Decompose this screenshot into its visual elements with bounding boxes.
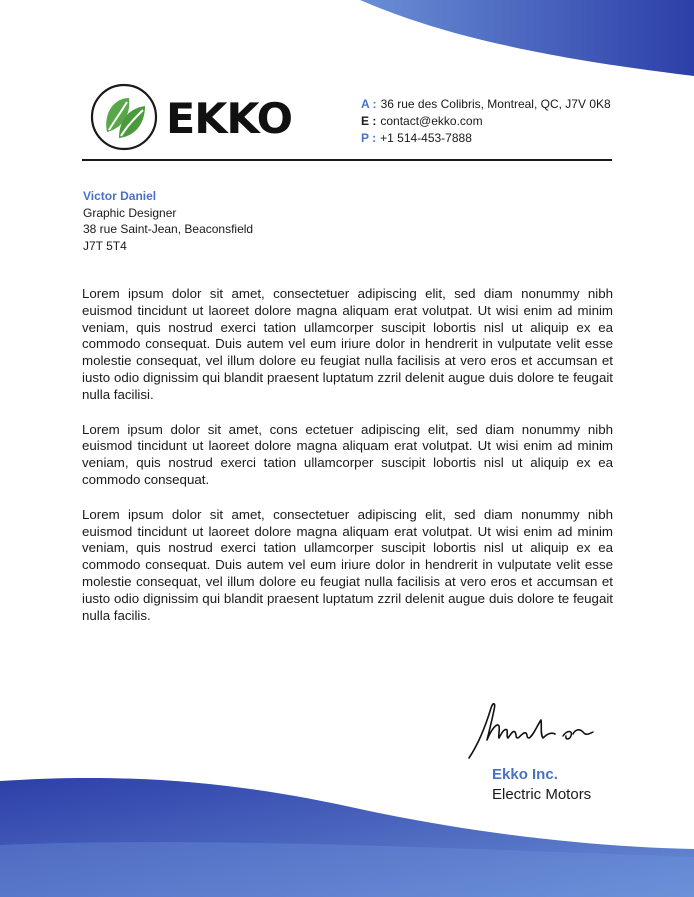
contact-phone-row <box>361 130 611 147</box>
body-paragraph-3: Lorem ipsum dolor sit amet, consectetuer adipiscing elit, sed diam nonummy nibh euismod tincidunt ut laoreet dolore magna aliquam erat volutpat. Ut wisi enim ad minim veniam, quis nostrud exerci tation ullamcorper suscipit lobortis nisl ut aliquip ex ea commodo consequat. Duis autem vel eum iriure dolor in hendrerit in vulputate velit esse molestie consequat, vel illum dolore eu feugiat nulla facilisis at vero eros et accumsan et iusto odio dignissim qui blandit praesent luptatum zzril delenit augue duis dolore te feugait nulla facilis. <box>82 506 613 623</box>
contact-block <box>361 96 611 147</box>
top-wave-decoration <box>0 0 694 80</box>
recipient-block <box>83 188 253 254</box>
recipient-title: Graphic Designer <box>83 205 177 220</box>
sender-department: Electric Motors <box>492 786 592 803</box>
recipient-street: 38 rue Saint-Jean, Beaconsfield <box>83 222 254 236</box>
header-divider <box>82 159 612 161</box>
address-value: 36 rue des Colibris, Montreal, QC, J7V 0K8 <box>380 97 611 111</box>
contact-email-row <box>361 113 611 130</box>
letter-body <box>82 286 613 642</box>
body-paragraph-1: Lorem ipsum dolor sit amet, consectetuer adipiscing elit, sed diam nonummy nibh euismod tincidunt ut laoreet dolore magna aliquam erat volutpat. Ut wisi enim ad minim veniam, quis nostrud exerci tation ullamcorper suscipit lobortis nisl ut aliquip ex ea commodo consequat. Duis autem vel eum iriure dolor in hendrerit in vulputate velit esse molestie consequat, vel illum dolore eu feugiat nulla facilisis at vero eros et accumsan et iusto odio dignissim qui blandit praesent luptatum zzril delenit augue duis dolore te feugait nulla facilisi. <box>82 286 613 402</box>
recipient-postal: J7T 5T4 <box>83 238 127 253</box>
phone-value: +1 514-453-7888 <box>380 131 472 145</box>
contact-address-row <box>361 96 611 113</box>
address-label: A : <box>361 97 377 111</box>
handwritten-signature-icon <box>465 698 600 762</box>
recipient-name: Victor Daniel <box>83 189 157 203</box>
phone-label: P : <box>361 131 377 145</box>
body-paragraph-2: Lorem ipsum dolor sit amet, cons ectetuer adipiscing elit, sed diam nonummy nibh euismod tincidunt ut laoreet dolore magna aliquam erat volutpat. Ut wisi enim ad minim veniam, quis nostrud exerci tation ullamcorper suscipit lobortis nisl ut aliquip ex ea commodo consequat. <box>82 421 613 487</box>
email-label: E : <box>361 114 377 128</box>
email-value: contact@ekko.com <box>380 114 483 128</box>
logo-wordmark: EKKO <box>166 94 293 143</box>
bottom-wave-decoration <box>0 777 694 897</box>
sender-company: Ekko Inc. <box>492 766 558 783</box>
leaf-logo-icon <box>89 82 159 152</box>
